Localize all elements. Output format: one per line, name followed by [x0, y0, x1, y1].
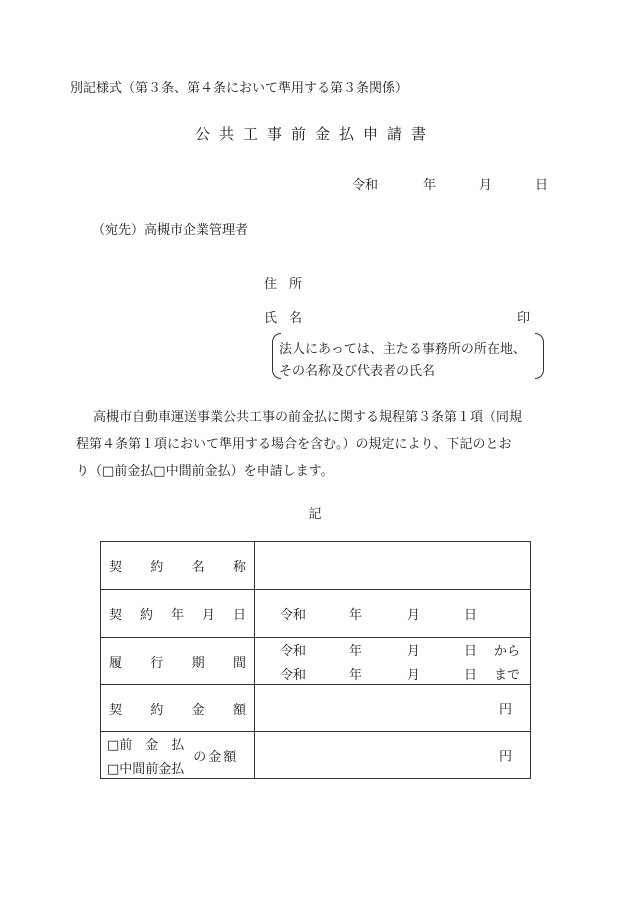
period-start: 令和 年 月 日 から	[280, 643, 521, 659]
period-label: 履 行 期 間	[101, 638, 255, 685]
application-body	[76, 404, 552, 485]
contract-date-label: 契 約 年 月 日	[101, 590, 255, 638]
body-line-2: 程第４条第１項において準用する場合を含む。）の規定により、下記のとお	[76, 437, 512, 452]
period-end: 令和 年 月 日 まで	[280, 667, 521, 683]
advance-amount-value[interactable]	[255, 732, 531, 779]
ki-heading: 記	[308, 507, 322, 522]
contract-name-label: 契 約 名 称	[101, 542, 255, 590]
body-line-3: り（□前金払□中間前金払）を申請します。	[76, 464, 334, 479]
date-month-label: 月	[479, 178, 493, 193]
details-table	[100, 541, 531, 779]
contract-name-value[interactable]	[255, 542, 531, 590]
name-label: 氏名	[264, 311, 315, 326]
yen-unit: 円	[498, 702, 512, 718]
table-row-period	[101, 638, 531, 685]
applicant-note-line-2: その名称及び代表者の氏名	[279, 364, 436, 379]
contract-date-value[interactable]: 令和 年 月 日	[255, 590, 531, 638]
note-bracket-right	[535, 333, 544, 379]
date-era: 令和	[352, 178, 379, 193]
yen-unit: 円	[498, 749, 512, 765]
table-row-contract-name	[101, 542, 531, 590]
advance-option-checkbox[interactable]: □前 金 払	[107, 737, 185, 753]
date-year-label: 年	[423, 178, 437, 193]
interim-advance-option-checkbox[interactable]: □中間前金払	[107, 761, 185, 777]
period-value[interactable]	[255, 638, 531, 685]
date-day-label: 日	[535, 178, 549, 193]
address-label: 住所	[264, 277, 315, 292]
addressee: （宛先）高槻市企業管理者	[92, 223, 249, 238]
seal-mark: 印	[517, 311, 531, 326]
amount-label: 契 約 金 額	[101, 685, 255, 732]
table-row-contract-date	[101, 590, 531, 638]
advance-label	[101, 732, 255, 779]
advance-amount-suffix: の金額	[193, 749, 239, 765]
table-row-amount	[101, 685, 531, 732]
table-row-advance-amount	[101, 732, 531, 779]
applicant-note-line-1: 法人にあっては、主たる事務所の所在地、	[279, 342, 526, 357]
form-reference: 別記様式（第３条、第４条において準用する第３条関係）	[70, 81, 409, 96]
page-title: 公共工事前金払申請書	[194, 125, 435, 143]
body-line-1: 高槻市自動車運送事業公共工事の前金払に関する規程第３条第１項（同規	[93, 410, 523, 425]
amount-value[interactable]	[255, 685, 531, 732]
